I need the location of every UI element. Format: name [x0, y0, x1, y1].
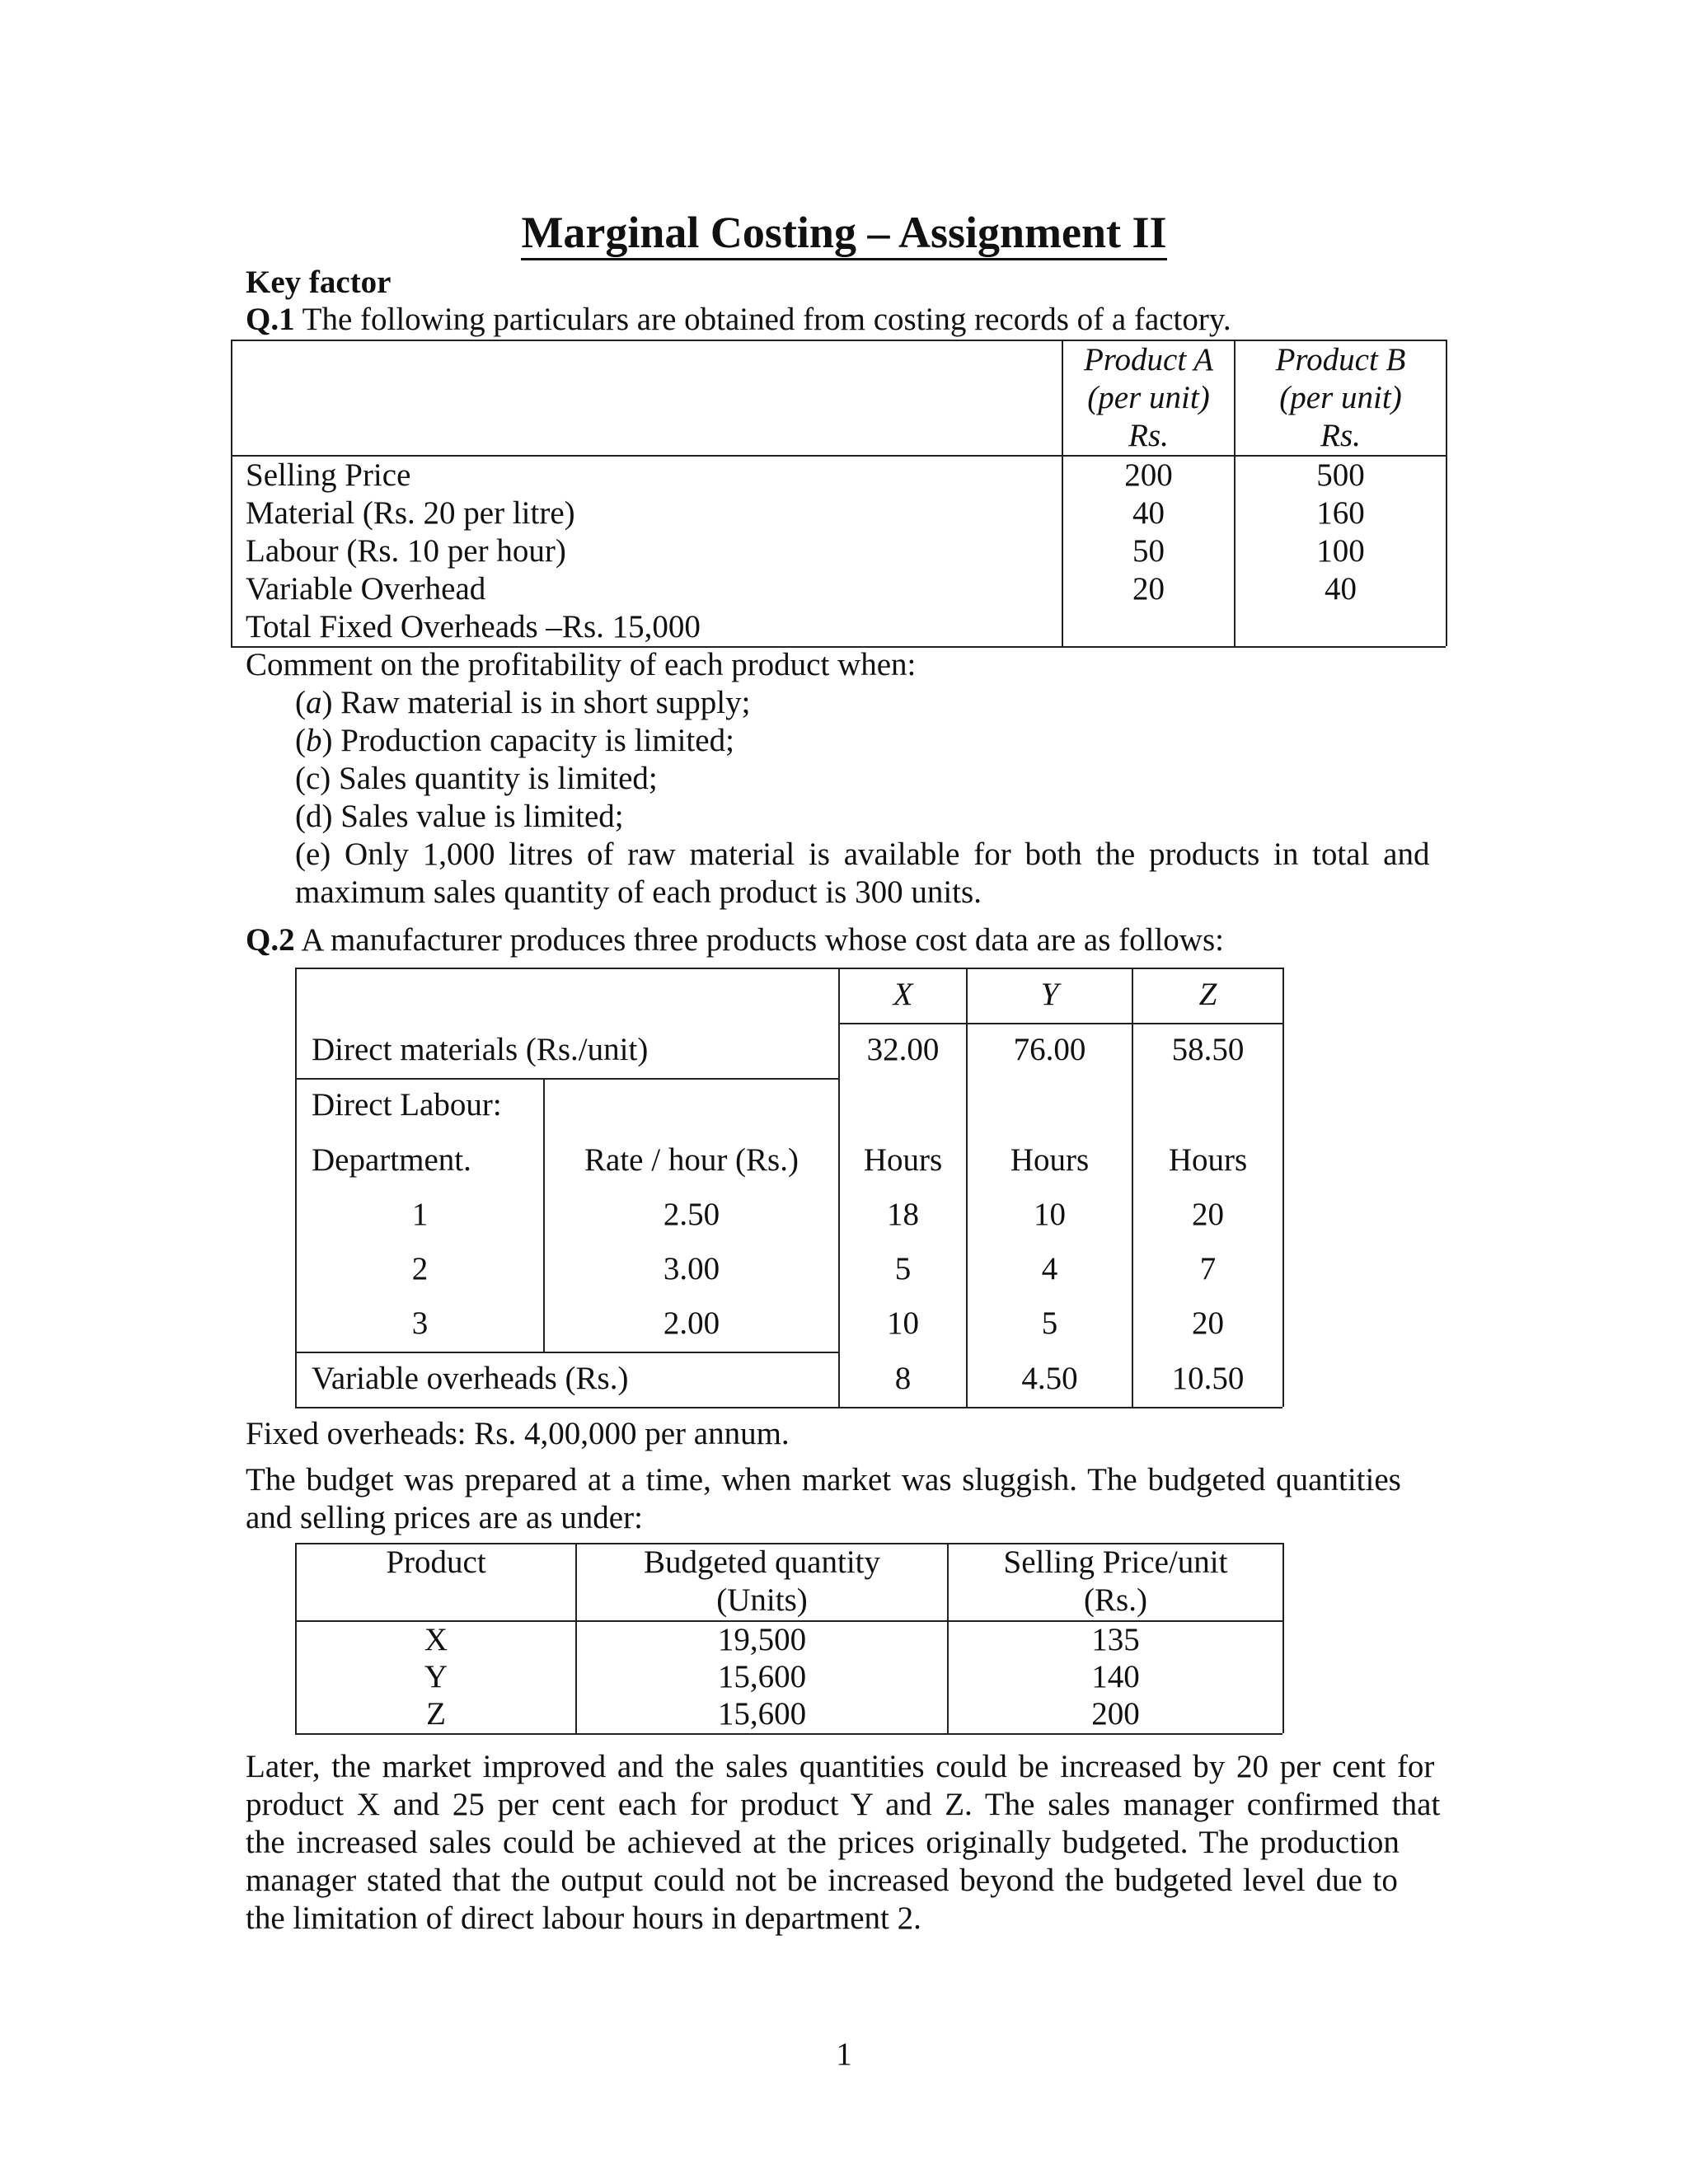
q2-cell: 4 — [1041, 1251, 1058, 1286]
q1-cell: 160 — [1316, 495, 1365, 531]
q1-intro — [246, 301, 1231, 339]
budget-cell: Z — [426, 1696, 446, 1732]
page-number: 1 — [836, 2036, 852, 2072]
budget-cell: Y — [424, 1659, 448, 1694]
later-line: the increased sales could be achieved at the prices originally budgeted. The production — [246, 1825, 1400, 1860]
q1-row-label: Material (Rs. 20 per litre) — [246, 495, 575, 531]
q1-cell: 500 — [1316, 457, 1365, 493]
q1-row-label: Labour (Rs. 10 per hour) — [246, 533, 566, 569]
budget-cell: 15,600 — [717, 1696, 807, 1732]
section-heading: Key factor — [246, 265, 392, 300]
q1-head-a: Product A (per unit) Rs. — [1083, 342, 1214, 453]
q2-cell: 20 — [1192, 1197, 1224, 1232]
q1-item-d: (d) Sales value is limited; — [295, 799, 624, 834]
q1-intro-text: The following particulars are obtained from costing records of a factory. — [294, 302, 1231, 337]
q1-cell: 40 — [1325, 571, 1357, 607]
q1-row-label: Variable Overhead — [246, 571, 486, 607]
q2-cell: 32.00 — [866, 1032, 940, 1067]
budget-head-qty: Budgeted quantity (Units) — [643, 1544, 881, 1618]
q1-cell: 20 — [1132, 571, 1165, 607]
q2-cell: 10 — [887, 1305, 919, 1341]
q1-item-e-line2: maximum sales quantity of each product is 300 units. — [295, 874, 982, 910]
q2-cell: 76.00 — [1013, 1032, 1086, 1067]
q2-cell: 4.50 — [1021, 1361, 1078, 1396]
q2-cell: 2 — [411, 1251, 429, 1286]
q2-col-x: X — [893, 977, 913, 1012]
q2-intro — [246, 921, 1224, 959]
page-title: Marginal Costing – Assignment II — [0, 206, 1688, 259]
later-line: Later, the market improved and the sales quantities could be increased by 20 per cent for — [246, 1749, 1435, 1784]
q1-number: Q.1 — [246, 302, 295, 337]
q2-cell: 10 — [1034, 1197, 1066, 1232]
q2-dm-label: Direct materials (Rs./unit) — [312, 1032, 649, 1067]
q2-cell: 7 — [1199, 1251, 1217, 1286]
later-line: manager stated that the output could not be increased beyond the budgeted level due to — [246, 1863, 1398, 1898]
budget-cell: 15,600 — [717, 1659, 807, 1694]
q2-cell: Hours — [863, 1142, 943, 1178]
q2-cell: 2.00 — [663, 1305, 720, 1341]
q2-number: Q.2 — [246, 922, 295, 958]
q2-vo-label: Variable overheads (Rs.) — [312, 1361, 629, 1396]
q2-cell: 1 — [411, 1197, 429, 1232]
q1-head-b: Product B (per unit) Rs. — [1275, 342, 1406, 453]
q2-fixed: Fixed overheads: Rs. 4,00,000 per annum. — [246, 1416, 790, 1451]
budget-cell: 19,500 — [717, 1622, 807, 1657]
q2-budget-line2: and selling prices are as under: — [246, 1500, 643, 1535]
q2-cell: Hours — [1168, 1142, 1248, 1178]
q1-row-label: Total Fixed Overheads –Rs. 15,000 — [246, 609, 701, 644]
q1-cell: 50 — [1132, 533, 1165, 569]
later-line: product X and 25 per cent each for product Y and Z. The sales manager confirmed that — [246, 1787, 1441, 1822]
q2-col-z: Z — [1198, 977, 1217, 1012]
budget-cell: 135 — [1091, 1622, 1140, 1657]
q2-cell: 20 — [1192, 1305, 1224, 1341]
later-line: the limitation of direct labour hours in department 2. — [246, 1900, 921, 1936]
budget-cell: 200 — [1091, 1696, 1140, 1732]
q2-budget-line1: The budget was prepared at a time, when market was sluggish. The budgeted quantities — [246, 1462, 1401, 1497]
q1-cell: 100 — [1316, 533, 1365, 569]
q2-cell: 5 — [1041, 1305, 1058, 1341]
q1-item-b: (b) Production capacity is limited; — [295, 723, 734, 758]
q2-intro-text: A manufacturer produces three products whose cost data are as follows: — [294, 922, 1224, 958]
q2-cell: 2.50 — [663, 1197, 720, 1232]
q1-item-c: (c) Sales quantity is limited; — [295, 761, 658, 796]
q2-cell: Hours — [1010, 1142, 1090, 1178]
budget-head-product: Product — [386, 1544, 486, 1580]
q1-comment: Comment on the profitability of each product when: — [246, 647, 917, 682]
q2-dl-label: Direct Labour: — [312, 1087, 502, 1122]
q1-row-label: Selling Price — [246, 457, 411, 493]
q1-item-a: (a) Raw material is in short supply; — [295, 685, 751, 720]
q2-rate-label: Rate / hour (Rs.) — [584, 1142, 799, 1178]
q1-item-e-line1: (e) Only 1,000 litres of raw material is available for both the products in total and — [295, 837, 1430, 872]
q2-cell: 18 — [887, 1197, 919, 1232]
q1-cell: 200 — [1124, 457, 1173, 493]
q2-cell: 58.50 — [1171, 1032, 1245, 1067]
q2-cell: 3.00 — [663, 1251, 720, 1286]
budget-cell: 140 — [1091, 1659, 1140, 1694]
q2-cell: 10.50 — [1171, 1361, 1245, 1396]
q2-cell: 8 — [894, 1361, 912, 1396]
q2-dept-label: Department. — [312, 1142, 471, 1178]
budget-head-price: Selling Price/unit (Rs.) — [1003, 1544, 1228, 1618]
q2-col-y: Y — [1040, 977, 1059, 1012]
q1-cell: 40 — [1132, 495, 1165, 531]
budget-cell: X — [424, 1622, 448, 1657]
q2-cell: 5 — [894, 1251, 912, 1286]
q2-cell: 3 — [411, 1305, 429, 1341]
